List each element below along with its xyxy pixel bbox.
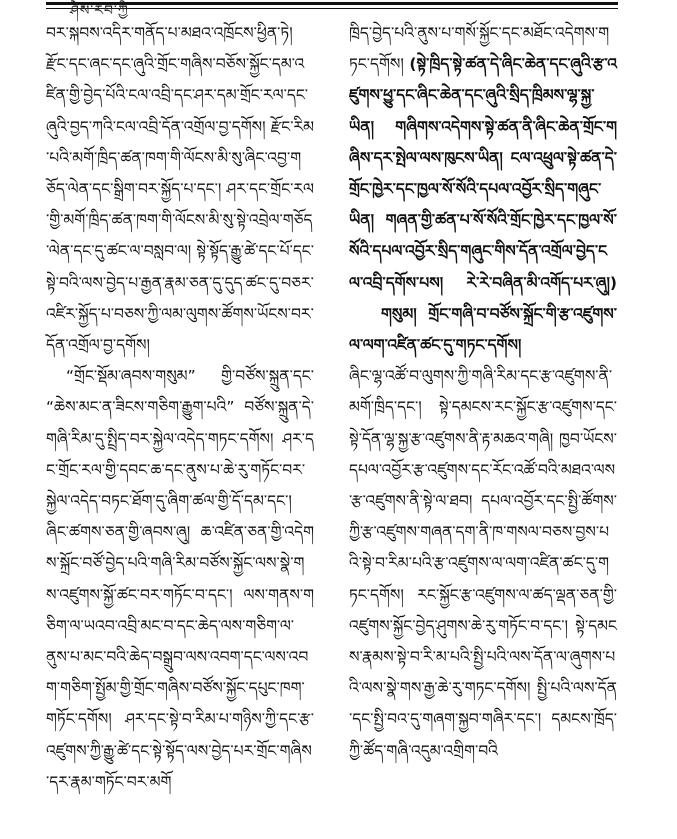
right-paragraph-1-note-end: ངལ་འབྲི་དགོས་པས། རེ་རེ་བཞིན་མི་འགོད་པར་ཞུ།) [349,242,617,292]
left-paragraph-2: “གྲོང་སྡོམ་ཞབས་གསུམ” གྱི་བཙོས་སྐྲུན་དང་ “ཆེས་མང་ན་ཟིངས་གཅིག་རྒྱུག་པའི” བཙོས་སྐྲུན་དེ་གཞི་རིམ་དུ་སྤྲིད་བར་སྐྱེལ་འདེད་གཏང་དགོས། ཤར་དང་གྲོང་རལ་གྱི་དབང་ཆ་དང་ནུས་པ་ཆེ་རུ་གཏོང་བར་སྐྱེལ་འདེད་བཏང་ཐོག་དུ་ཞིག་ཚལ་གྱི་དོ་དམ་དང་། ཞིང་ཚགས་ཅན་གྱི་ཞབས་ཞུ། ཆ་འཛིན་ཅན་གྱི་འདེགས་སྐྲོང་བཙོ་བྱེད་པའི་གཞི་རིམ་བཙོས་སྐྱོང་ལས་སྣེ་གས་འཛུགས་སྐྱོ་ཚང་བར་གཏོང་བ་དང་། ལས་གནས་གཅིག་ལ་ཡའབ་འབྲི་མང་བ་དང་ཆེད་ལས་གཅིག་ལ་ནུས་པ་མང་བའི་ཆེད་བསྒྲུབ་ལས་འབག་དང་ལས་འབག་གཅིག་སྤྱོམ་གྱི་གྲོང་གཞིས་བཙོས་སྐྱོང་དཔུང་ཁག་གཏོང་དགོས། ཤར་དང་སྟེ་བ་རིམ་པ་གཉིས་ཀྱི་དང་རྩ་འཛུགས་ཀྱི་རྒྱུ་ཚེ་དང་སྟེ་སྟོད་ལས་བྱེད་པར་གྲོང་གཞིས་དར་རྣམ་གཏོང་བར་མགོ [46,367,314,791]
section-heading-3: གསུམ། གྲོང་གཞི་བ་བཙོས་སྐྲོང་གི་རྩ་འཛུགས་ལ་ལག་འཛིན་ཚང་དུ་གཏང་དགོས། [349,304,617,355]
running-header: ཤེས་རབ་ཀྱི [70,3,129,19]
top-rule-thin [46,8,618,9]
left-column [46,18,314,798]
right-paragraph-1-text: ཁྲིད་བྱེད་པའི་ནུས་པ་གསོ་སྐྱོང་དང་མཐོང་འདེགས་གཏང་དགོས། [349,24,610,74]
right-paragraph-1 [349,18,617,299]
top-rule [46,2,618,5]
right-paragraph-1-note: (སྟེ་ཁྲིད་སྟེ་ཚན་དེ་ཞིང་ཆེན་དང་ཞུའི་རྩ་འཛུགས་ཕྱུ་དང་ཞིང་ཆེན་དང་ཞུའི་སྲིད་ཁྲིམས་ལྷ་སྐྱ་ཡིན། གཞིགས་འདེགས་སྟེ་ཚན་ནི་ཞིང་ཆེན་གྲོང་གཞིས་དར་སྤེལ་ལས་ཁུངས་ཡིན། ངལ་འཕྲུལ་སྟེ་ཚན་དེ་གྲོང་ཁྱེར་དང་ཁྱལ་སོ་སོའི་དཔལ་འབྱོར་སྲིད་གཞུང་ཡིན། གཞན་གྱི་ཚན་པ་སོ་སོའི་གྲོང་ཁྱེར་དང་ཁྱལ་སོ་སོའི་དཔལ་འབྱོར་སྲིད་གཞུང་གིས་དོན་འགྲོལ་བྱེད་ [349,55,617,261]
right-paragraph-2: ཞིང་ལྷ་འཚོ་བ་ལུགས་ཀྱི་གཞི་རིམ་དང་རྩ་འཛུགས་ནི་མགོ་ཁྲིད་དང་། སྟེ་དམངས་རང་སྐྱོང་རྩ་འཛུགས་དང་སྟེ་དོན་ལྷ་སྐྱ་རྩ་འཛུགས་ནི་རྟ་མཆའ་གཞི། ཁྱབ་ཡོངས་དཔལ་འབྱོར་རྩ་འཛུགས་དང་རོང་འཚོ་བའི་མཐའ་ལས་རྩ་འཛུགས་ནི་སྟེ་ལ་ཐབ། དཔལ་འབྱོར་དང་སྤྱི་ཚོགས་ཀྱི་རྩ་འཛུགས་གཞན་དག་ནི་ཁ་གསལ་བཅས་བྱས་པའི་སྟེ་བ་རིམ་པའི་རྩ་འཛུགས་ལ་ལག་འཛིན་ཚང་དུ་གཏང་དགོས། རང་སྐྱོང་རྩ་འཛུགས་ལ་ཚད་ལྡན་ཅན་གྱི་འཛུགས་སྐྱོང་བྱེད་ཤུགས་ཆེ་རུ་གཏོང་བ་དང་། སྟེ་དམངས་རྣམས་སྟེ་བ་རི་མ་པའི་སྤྱི་པའི་ལས་དོན་ལ་ཞུགས་པའི་ལས་སྣེ་གས་རྒྱ་ཆེ་རུ་གཏང་དགོས། སྤྱི་པའི་ལས་དོན་དང་སྤྱི་བའ་དུ་གཞག་སྐྱབ་གཞིར་དང་། དམངས་ཁྲོད་ཀྱི་ཚོད་གཞི་འདུམ་འགྲིག་བའི [349,367,617,760]
left-paragraph-1: བར་སྐབས་འདིར་གནོད་པ་མཐའ་འཁྲོངས་ཕྱིན་ཏེ། རྫོང་དང་ཞང་དང་ཞུའི་གྲོང་གཞིས་བཅོས་སྐྱོང་དམ་འཛིན་གྱི་བྱེད་པོའི་ངལ་འབྲི་དང་ཤར་དམ་གྲོང་རལ་དང་ཞུའི་བྱད་ཀའི་ངལ་འབྲི་དོན་འགྲོལ་བྱ་དགོས། རྫོང་རིམ་པའི་མགོ་ཁྲིད་ཚན་ཁག་གི་ལོངས་མི་སུ་ཞིང་འབྱ་གཅོད་ལེན་དང་སྒྲིག་བར་སྐྱོད་པ་དང་། ཤར་དང་གྲོང་རལ་གྱི་མགོ་ཁྲིད་ཚན་ཁག་གི་ལོངས་མི་སུ་སྟེ་འབྲེལ་གཅོད་ལེན་དང་དུ་ཚང་ལ་བསླབ་ལ། སྟེ་སྟོད་རྒྱུ་ཚེ་དང་པོ་དང་སྟེ་བའི་ལས་བྱེད་པ་རྒྱན་རྣམ་ཅན་དུ་དུད་ཚང་དུ་བཅར་འཛིར་སྐྱོད་པ་བཅས་ཀྱི་ལམ་ལུགས་ཚོགས་ཡོངས་བར་དོན་འགྲོལ་བྱ་དགོས། [46,24,314,355]
right-column [349,18,617,767]
